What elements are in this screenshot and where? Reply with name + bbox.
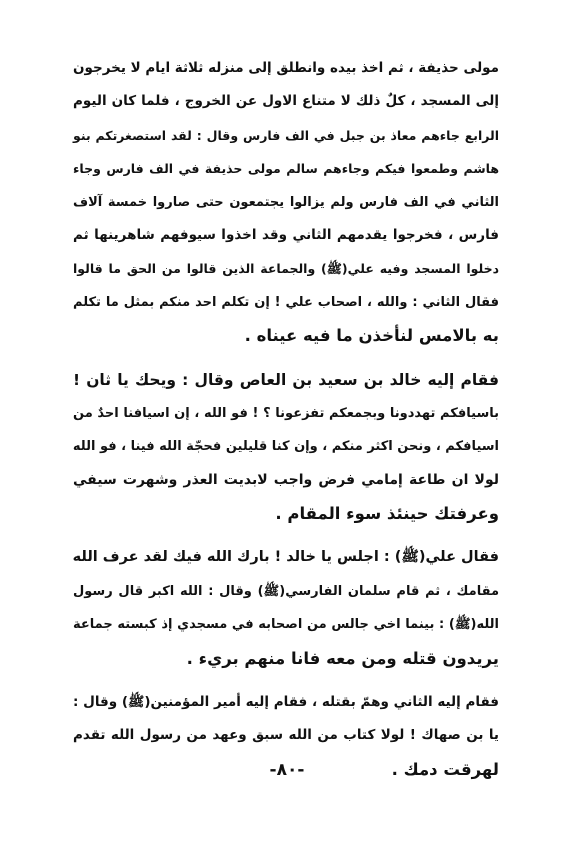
text-line: يا بن صهاك ! لولا كتاب من الله سبق وعهد من رسول الله تقدم xyxy=(73,727,499,744)
text-line: به بالامس لنأخذن ما فيه عيناه . xyxy=(244,326,499,346)
text-line: وعرفتك حينئذ سوء المقام . xyxy=(275,504,499,524)
text-line: دخلوا المسجد وفيه علي(ﷺ) والجماعة الذين قالوا من الحق ما قالوا xyxy=(73,261,499,277)
paragraph-2 xyxy=(73,364,499,531)
paragraph-3 xyxy=(73,541,499,675)
text-line: فارس ، فخرجوا يقدمهم الثاني وقد اخذوا سيوفهم شاهرينها ثم xyxy=(73,226,499,243)
text-line: باسيافكم تهددونا وبجمعكم تفزعونا ؟ ! فو الله ، إن اسيافنا احدٌ من xyxy=(73,405,499,421)
paragraph-1 xyxy=(73,52,499,353)
text-line: فقام إليه الثاني وهمّ بقتله ، فقام إليه أمير المؤمنين(ﷺ) وقال : xyxy=(73,694,499,711)
text-line: الرابع جاءهم معاذ بن جبل في الف فارس وقال : لقد استصغرتكم بنو xyxy=(73,127,499,143)
text-line: مولى حذيفة ، ثم اخذ بيده وانطلق إلى منزله ثلاثة ايام لا يخرجون xyxy=(73,60,499,76)
paragraph-spacer xyxy=(73,530,499,541)
document-page xyxy=(73,52,499,786)
page-number: -٨٠- xyxy=(269,760,305,780)
text-line: الثاني في الف فارس ولم يزالوا يجتمعون حتى صاروا خمسة آلاف xyxy=(73,194,499,210)
text-line: فقال الثاني : والله ، اصحاب علي ! إن تكلم احد منكم بمثل ما تكلم xyxy=(73,294,499,310)
text-line: اسيافكم ، ونحن اكثر منكم ، وإن كنا قليلين فحجّة الله فينا ، فو الله xyxy=(72,439,499,455)
text-line: يريدون قتله ومن معه فانا منهم بريء . xyxy=(186,648,499,668)
paragraph-spacer xyxy=(73,675,499,686)
text-line: فقال علي(ﷺ) : اجلس يا خالد ! بارك الله فيك لقد عرف الله xyxy=(72,549,499,566)
text-line: لهرقت دمك . xyxy=(391,759,499,779)
text-line: لولا ان طاعة إمامي فرض واجب لابديت العذر وشهرت سيفي xyxy=(73,471,499,488)
text-line: هاشم وطمعوا فيكم وجاءهم سالم مولى حذيفة في الف فارس وجاء xyxy=(73,161,499,177)
paragraph-spacer xyxy=(73,353,499,364)
text-line: فقام إليه خالد بن سعيد بن العاص وقال : ويحك يا ثان ! xyxy=(73,370,499,389)
text-line: الله(ﷺ) : بينما اخي جالس من اصحابه في مسجدي إذ كبسته جماعة xyxy=(73,617,499,633)
text-line: مقامك ، ثم قام سلمان الفارسي(ﷺ) وقال : الله اكبر قال رسول xyxy=(73,583,499,599)
text-line: إلى المسجد ، كلٌ ذلك لا متناع الاول عن الخروج ، فلما كان اليوم xyxy=(73,93,499,110)
